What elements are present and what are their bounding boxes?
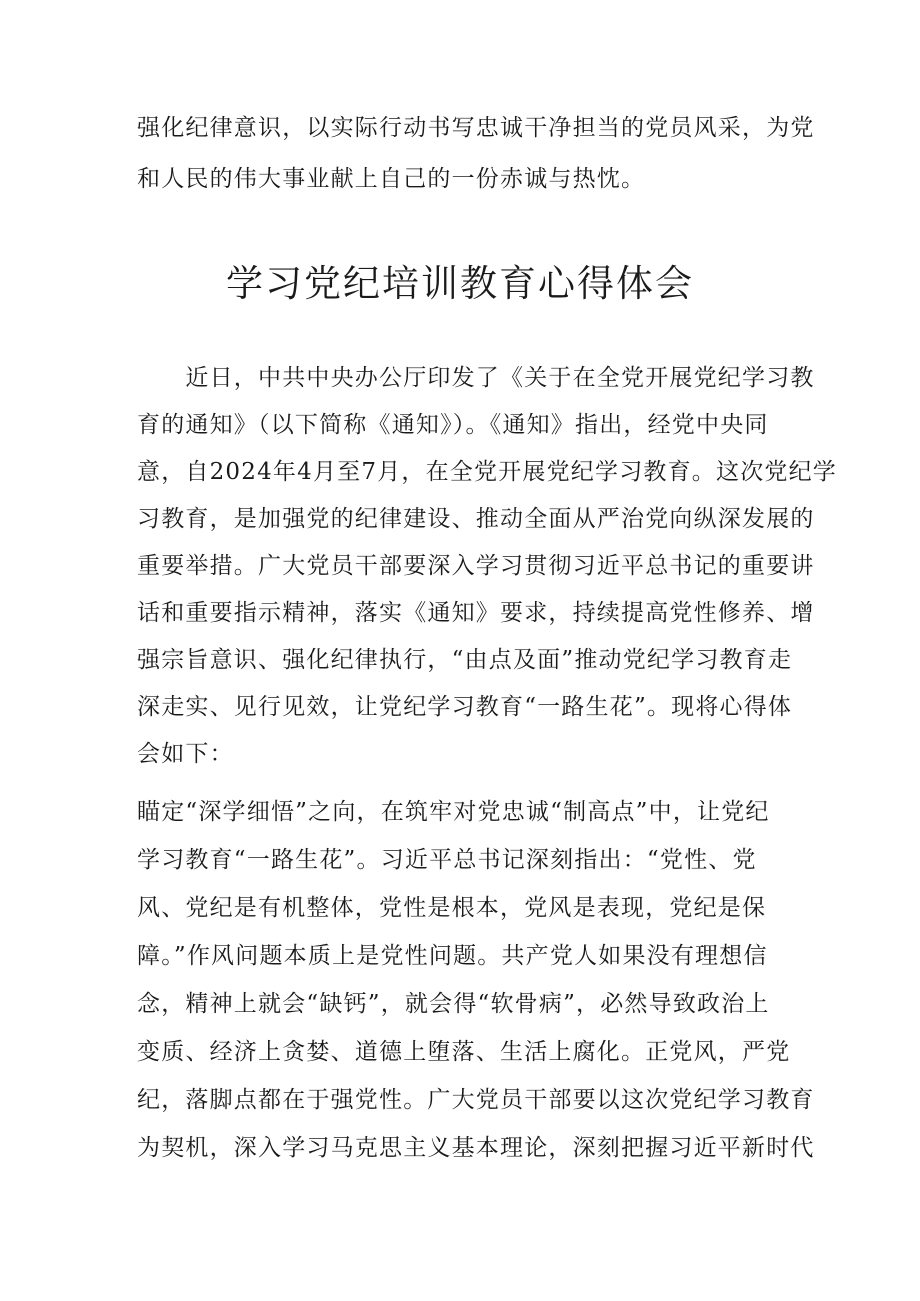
document-title: 学习党纪培训教育心得体会 <box>226 262 694 305</box>
body-line: 纪，落脚点都在于强党性。广大党员干部要以这次党纪学习教育 <box>137 1087 815 1113</box>
body-line: 重要举措。广大党员干部要深入学习贯彻习近平总书记的重要讲 <box>137 553 815 579</box>
body-line: 变质、经济上贪婪、道德上堕落、生活上腐化。正党风，严党 <box>137 1039 791 1065</box>
body-line: 习教育，是加强党的纪律建设、推动全面从严治党向纵深发展的 <box>137 506 815 532</box>
body-line: 风、党纪是有机整体，党性是根本，党风是表现，党纪是保 <box>137 895 767 921</box>
body-line: 障。”作风问题本质上是党性问题。共产党人如果没有理想信 <box>137 943 768 969</box>
intro-line: 和人民的伟大事业献上自己的一份赤诚与热忱。 <box>137 166 646 192</box>
body-line: 念，精神上就会“缺钙”，就会得“软骨病”，必然导致政治上 <box>137 991 770 1017</box>
body-line: 意，自2024年4月至7月，在全党开展党纪学习教育。这次党纪学 <box>137 459 837 485</box>
body-line: 会如下： <box>137 741 234 767</box>
body-line: 话和重要指示精神，落实《通知》要求，持续提高党性修养、增 <box>137 600 815 626</box>
body-line: 育的通知》（以下简称《通知》）。《通知》指出，经党中央同 <box>137 412 769 438</box>
body-line: 为契机，深入学习马克思主义基本理论，深刻把握习近平新时代 <box>137 1135 815 1161</box>
body-line: 瞄定“深学细悟”之向，在筑牢对党忠诚“制高点”中，让党纪 <box>137 799 770 825</box>
body-line: 深走实、见行见效，让党纪学习教育“一路生花”。现将心得体 <box>137 694 793 720</box>
body-line: 强宗旨意识、强化纪律执行，“由点及面”推动党纪学习教育走 <box>137 647 793 673</box>
body-line: 学习教育“一路生花”。习近平总书记深刻指出：“党性、党 <box>137 847 757 873</box>
body-line: 近日，中共中央办公厅印发了《关于在全党开展党纪学习教 <box>137 365 815 391</box>
intro-line: 强化纪律意识，以实际行动书写忠诚干净担当的党员风采，为党 <box>137 115 815 141</box>
